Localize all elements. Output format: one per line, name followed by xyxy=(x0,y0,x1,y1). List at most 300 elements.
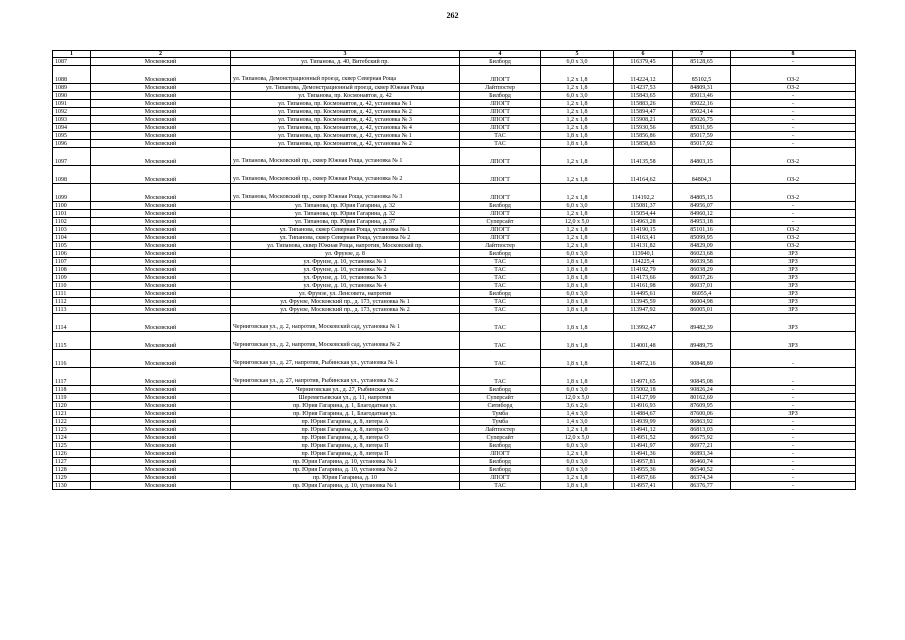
cell-zone: - xyxy=(731,368,856,386)
cell-district: Московский xyxy=(91,290,231,298)
table-row xyxy=(53,350,856,368)
cell-zone: ЗРЗ xyxy=(731,314,856,332)
cell-size: 1,2 x 1,8 xyxy=(541,450,614,458)
cell-number: 1095 xyxy=(53,132,91,140)
cell-number: 1100 xyxy=(53,202,91,210)
table-row xyxy=(53,434,856,442)
cell-number: 1119 xyxy=(53,394,91,402)
cell-size: 1,8 x 1,8 xyxy=(541,282,614,290)
table-row xyxy=(53,314,856,332)
cell-col7: 86037,01 xyxy=(673,282,731,290)
cell-size: 1,2 x 1,8 xyxy=(541,166,614,184)
cell-zone: ОЗ-2 xyxy=(731,148,856,166)
cell-zone: - xyxy=(731,442,856,450)
cell-col7: 90826,24 xyxy=(673,386,731,394)
cell-district: Московский xyxy=(91,458,231,466)
cell-address: Черниговская ул., д. 27, Рыбинская ул. xyxy=(231,386,460,394)
cell-size: 1,2 x 1,8 xyxy=(541,234,614,242)
cell-address: ул. Типанова, Демонстрационный проезд, сквер Южная Роща xyxy=(231,84,460,92)
table-row xyxy=(53,242,856,250)
cell-district: Московский xyxy=(91,274,231,282)
cell-col6: 114957,81 xyxy=(614,458,673,466)
cell-zone: ЗРЗ xyxy=(731,332,856,350)
cell-col7: 86893,34 xyxy=(673,450,731,458)
cell-address: пр. Юрия Гагарина, д. 8, литера О xyxy=(231,426,460,434)
cell-number: 1090 xyxy=(53,92,91,100)
cell-col7: 89482,39 xyxy=(673,314,731,332)
cell-col6: 114135,58 xyxy=(614,148,673,166)
cell-col6: 114495,61 xyxy=(614,290,673,298)
cell-size: 1,8 x 1,8 xyxy=(541,350,614,368)
cell-col7: 85024,14 xyxy=(673,108,731,116)
cell-col7: 85017,59 xyxy=(673,132,731,140)
cell-address: ул. Типанова, пр. Юрия Гагарина, д. 32 xyxy=(231,202,460,210)
cell-type: ЛПОГТ xyxy=(460,100,541,108)
cell-address: ул. Типанова, Московский пр., сквер Южная Роща, установка № 2 xyxy=(231,166,460,184)
cell-district: Московский xyxy=(91,210,231,218)
cell-number: 1130 xyxy=(53,482,91,490)
table-row xyxy=(53,140,856,148)
cell-col7: 86863,92 xyxy=(673,418,731,426)
cell-col7: 86039,58 xyxy=(673,258,731,266)
table-row xyxy=(53,466,856,474)
cell-number: 1101 xyxy=(53,210,91,218)
cell-size: 1,2 x 1,8 xyxy=(541,242,614,250)
cell-district: Московский xyxy=(91,84,231,92)
cell-col6: 114884,67 xyxy=(614,410,673,418)
table-row xyxy=(53,84,856,92)
cell-district: Московский xyxy=(91,442,231,450)
cell-size: 1,8 x 1,8 xyxy=(541,314,614,332)
cell-col7: 86023,68 xyxy=(673,250,731,258)
cell-col7: 86005,01 xyxy=(673,306,731,314)
cell-col6: 114939,99 xyxy=(614,418,673,426)
cell-number: 1121 xyxy=(53,410,91,418)
cell-col7: 86460,74 xyxy=(673,458,731,466)
cell-zone: - xyxy=(731,350,856,368)
cell-zone: - xyxy=(731,458,856,466)
table-row xyxy=(53,450,856,458)
table-row xyxy=(53,234,856,242)
cell-number: 1093 xyxy=(53,116,91,124)
cell-number: 1106 xyxy=(53,250,91,258)
cell-zone: - xyxy=(731,426,856,434)
cell-type: ТАС xyxy=(460,314,541,332)
column-header: 1 xyxy=(53,51,91,58)
cell-col7: 84809,31 xyxy=(673,84,731,92)
cell-district: Московский xyxy=(91,218,231,226)
cell-col6: 114972,16 xyxy=(614,350,673,368)
cell-zone: - xyxy=(731,58,856,66)
cell-address: Черниговская ул., д. 2, напротив, Московский сад, установка № 1 xyxy=(231,314,460,332)
cell-col6: 115843,65 xyxy=(614,92,673,100)
cell-number: 1111 xyxy=(53,290,91,298)
cell-zone: - xyxy=(731,466,856,474)
cell-zone: ЗРЗ xyxy=(731,266,856,274)
cell-zone: - xyxy=(731,434,856,442)
table-row xyxy=(53,66,856,84)
column-header: 8 xyxy=(731,51,856,58)
cell-district: Московский xyxy=(91,350,231,368)
cell-type: Билборд xyxy=(460,386,541,394)
cell-col7: 87600,06 xyxy=(673,410,731,418)
cell-size: 6,0 x 3,0 xyxy=(541,92,614,100)
cell-col6: 114225,4 xyxy=(614,258,673,266)
cell-col6: 114237,53 xyxy=(614,84,673,92)
cell-size: 3,6 x 2,6 xyxy=(541,402,614,410)
cell-type: ЛПОГТ xyxy=(460,166,541,184)
cell-size: 6,0 x 3,0 xyxy=(541,386,614,394)
page-number: 262 xyxy=(446,11,459,20)
cell-address: пр. Юрия Гагарина, д. 8, литера А xyxy=(231,418,460,426)
cell-col6: 113992,47 xyxy=(614,314,673,332)
cell-col6: 115054,44 xyxy=(614,210,673,218)
cell-type: ТАС xyxy=(460,132,541,140)
cell-col6: 114164,62 xyxy=(614,166,673,184)
cell-number: 1099 xyxy=(53,184,91,202)
cell-address: ул. Фрунзе, Московский пр., д. 173, установка № 1 xyxy=(231,298,460,306)
table-row xyxy=(53,394,856,402)
cell-zone: - xyxy=(731,394,856,402)
cell-district: Московский xyxy=(91,386,231,394)
cell-type: ЛПОГТ xyxy=(460,474,541,482)
cell-number: 1109 xyxy=(53,274,91,282)
cell-col7: 86004,98 xyxy=(673,298,731,306)
cell-zone: - xyxy=(731,418,856,426)
cell-number: 1096 xyxy=(53,140,91,148)
column-header: 6 xyxy=(614,51,673,58)
cell-district: Московский xyxy=(91,202,231,210)
cell-number: 1118 xyxy=(53,386,91,394)
cell-type: Билборд xyxy=(460,290,541,298)
cell-number: 1128 xyxy=(53,466,91,474)
cell-address: ул. Типанова, сквер Северная Роща, установка № 1 xyxy=(231,226,460,234)
cell-number: 1107 xyxy=(53,258,91,266)
cell-type: Билборд xyxy=(460,458,541,466)
cell-size: 1,2 x 1,8 xyxy=(541,66,614,84)
register-table xyxy=(52,50,856,490)
cell-col6: 114916,93 xyxy=(614,402,673,410)
cell-zone: - xyxy=(731,474,856,482)
cell-size: 12,0 x 5,0 xyxy=(541,434,614,442)
cell-zone: - xyxy=(731,116,856,124)
cell-address: ул. Типанова, пр. Космонавтов, д. 42, установка № 1 xyxy=(231,132,460,140)
cell-type: ЛПОГТ xyxy=(460,66,541,84)
cell-zone: - xyxy=(731,100,856,108)
cell-number: 1110 xyxy=(53,282,91,290)
table-row xyxy=(53,184,856,202)
table-row xyxy=(53,258,856,266)
cell-address: ул. Фрунзе, д. 8 xyxy=(231,250,460,258)
cell-address: ул. Фрунзе, д. 10, установка № 4 xyxy=(231,282,460,290)
cell-col6: 114957,41 xyxy=(614,482,673,490)
cell-size: 1,2 x 1,8 xyxy=(541,124,614,132)
cell-district: Московский xyxy=(91,100,231,108)
cell-zone: ЗРЗ xyxy=(731,306,856,314)
column-header: 4 xyxy=(460,51,541,58)
cell-number: 1097 xyxy=(53,148,91,166)
table-row xyxy=(53,210,856,218)
table-row xyxy=(53,202,856,210)
cell-size: 1,4 x 3,0 xyxy=(541,410,614,418)
cell-col6: 114173,66 xyxy=(614,274,673,282)
cell-size: 6,0 x 3,0 xyxy=(541,202,614,210)
cell-district: Московский xyxy=(91,418,231,426)
cell-col7: 90845,08 xyxy=(673,368,731,386)
cell-col7: 85102,5 xyxy=(673,66,731,84)
cell-size: 1,2 x 1,8 xyxy=(541,474,614,482)
cell-district: Московский xyxy=(91,394,231,402)
table-row xyxy=(53,124,856,132)
header-row xyxy=(53,51,856,58)
cell-address: пр. Юрия Гагарина, д. 8, литера П xyxy=(231,450,460,458)
cell-size: 1,8 x 1,8 xyxy=(541,298,614,306)
cell-col7: 85128,65 xyxy=(673,58,731,66)
cell-address: ул. Типанова, пр. Космонавтов, д. 42, установка № 1 xyxy=(231,100,460,108)
cell-address: ул. Фрунзе, д. 10, установка № 2 xyxy=(231,266,460,274)
cell-size: 1,8 x 1,8 xyxy=(541,306,614,314)
cell-district: Московский xyxy=(91,166,231,184)
cell-type: ТАС xyxy=(460,266,541,274)
table-row xyxy=(53,368,856,386)
cell-number: 1122 xyxy=(53,418,91,426)
cell-type: ТАС xyxy=(460,332,541,350)
cell-district: Московский xyxy=(91,402,231,410)
cell-district: Московский xyxy=(91,242,231,250)
cell-col6: 114224,12 xyxy=(614,66,673,84)
cell-col6: 114971,65 xyxy=(614,368,673,386)
cell-number: 1098 xyxy=(53,166,91,184)
cell-district: Московский xyxy=(91,132,231,140)
cell-col6: 115081,37 xyxy=(614,202,673,210)
cell-number: 1089 xyxy=(53,84,91,92)
cell-zone: - xyxy=(731,124,856,132)
cell-size: 6,0 x 3,0 xyxy=(541,442,614,450)
cell-address: ул. Типанова, пр. Космонавтов, д. 42, установка № 3 xyxy=(231,116,460,124)
table-row xyxy=(53,116,856,124)
cell-col7: 84803,15 xyxy=(673,148,731,166)
cell-number: 1105 xyxy=(53,242,91,250)
cell-address: Черниговская ул., д. 27, напротив, Рыбинская ул., установка № 2 xyxy=(231,368,460,386)
cell-type: ТАС xyxy=(460,258,541,266)
cell-district: Московский xyxy=(91,466,231,474)
cell-number: 1114 xyxy=(53,314,91,332)
cell-type: Тумба xyxy=(460,418,541,426)
cell-size: 1,2 x 1,8 xyxy=(541,226,614,234)
cell-col6: 114161,98 xyxy=(614,282,673,290)
cell-col7: 84953,18 xyxy=(673,218,731,226)
cell-number: 1117 xyxy=(53,368,91,386)
cell-type: ТАС xyxy=(460,306,541,314)
cell-col7: 86540,52 xyxy=(673,466,731,474)
cell-col6: 114963,28 xyxy=(614,218,673,226)
cell-col6: 114163,41 xyxy=(614,234,673,242)
table-row xyxy=(53,442,856,450)
cell-address: пр. Юрия Гагарина, д. 8, литера П xyxy=(231,442,460,450)
cell-col6: 115883,26 xyxy=(614,100,673,108)
cell-number: 1124 xyxy=(53,434,91,442)
cell-district: Московский xyxy=(91,124,231,132)
cell-number: 1115 xyxy=(53,332,91,350)
cell-district: Московский xyxy=(91,410,231,418)
cell-type: Билборд xyxy=(460,58,541,66)
table-row xyxy=(53,250,856,258)
cell-zone: ЗРЗ xyxy=(731,290,856,298)
cell-size: 1,8 x 1,8 xyxy=(541,266,614,274)
cell-zone: - xyxy=(731,108,856,116)
table-row xyxy=(53,458,856,466)
cell-address: пр. Юрия Гагарина, д. 10, установка № 1 xyxy=(231,458,460,466)
cell-zone: ЗРЗ xyxy=(731,282,856,290)
cell-zone: ОЗ-2 xyxy=(731,234,856,242)
cell-zone: - xyxy=(731,402,856,410)
cell-type: Тумба xyxy=(460,410,541,418)
cell-zone: - xyxy=(731,92,856,100)
cell-col6: 114190,15 xyxy=(614,226,673,234)
cell-address: пр. Юрия Гагарина, д. 8, литера О xyxy=(231,434,460,442)
cell-zone: ОЗ-2 xyxy=(731,66,856,84)
table-row xyxy=(53,274,856,282)
cell-size: 1,2 x 1,8 xyxy=(541,210,614,218)
cell-address: ул. Типанова, пр. Юрия Гагарина, д. 32 xyxy=(231,210,460,218)
cell-size: 1,2 x 1,8 xyxy=(541,426,614,434)
cell-size: 1,2 x 1,8 xyxy=(541,108,614,116)
cell-district: Московский xyxy=(91,184,231,202)
cell-zone: - xyxy=(731,450,856,458)
table-row xyxy=(53,226,856,234)
cell-col7: 85101,16 xyxy=(673,226,731,234)
cell-address: пр. Юрия Гагарина, д. 1, Благодатная ул. xyxy=(231,402,460,410)
cell-district: Московский xyxy=(91,282,231,290)
cell-district: Московский xyxy=(91,108,231,116)
cell-col6: 114131,82 xyxy=(614,242,673,250)
cell-size: 6,0 x 3,0 xyxy=(541,466,614,474)
cell-size: 6,0 x 3,0 xyxy=(541,58,614,66)
cell-size: 1,8 x 1,8 xyxy=(541,368,614,386)
cell-type: ТАС xyxy=(460,282,541,290)
cell-number: 1088 xyxy=(53,66,91,84)
cell-type: ТАС xyxy=(460,140,541,148)
cell-zone: ЗРЗ xyxy=(731,410,856,418)
cell-address: ул. Типанова, пр. Космонавтов, д. 42, установка № 4 xyxy=(231,124,460,132)
cell-district: Московский xyxy=(91,450,231,458)
cell-size: 6,0 x 3,0 xyxy=(541,458,614,466)
cell-col7: 84804,3 xyxy=(673,166,731,184)
cell-col6: 113945,59 xyxy=(614,298,673,306)
cell-col7: 85017,92 xyxy=(673,140,731,148)
cell-size: 1,2 x 1,8 xyxy=(541,148,614,166)
cell-type: ТАС xyxy=(460,350,541,368)
cell-number: 1102 xyxy=(53,218,91,226)
cell-district: Московский xyxy=(91,258,231,266)
table-row xyxy=(53,100,856,108)
cell-col7: 84805,15 xyxy=(673,184,731,202)
cell-zone: - xyxy=(731,210,856,218)
cell-col6: 115908,21 xyxy=(614,116,673,124)
cell-address: Черниговская ул., д. 2, напротив, Московский сад, установка № 2 xyxy=(231,332,460,350)
cell-address: ул. Типанова, пр. Космонавтов, д. 42 xyxy=(231,92,460,100)
cell-zone: ОЗ-2 xyxy=(731,166,856,184)
cell-size: 1,2 x 1,8 xyxy=(541,184,614,202)
cell-type: ТАС xyxy=(460,298,541,306)
column-header: 5 xyxy=(541,51,614,58)
cell-size: 1,8 x 1,8 xyxy=(541,132,614,140)
cell-size: 6,0 x 3,0 xyxy=(541,290,614,298)
cell-col6: 114941,97 xyxy=(614,442,673,450)
cell-size: 6,0 x 3,0 xyxy=(541,250,614,258)
cell-address: пр. Юрия Гагарина, д. 1, Благодатная ул. xyxy=(231,410,460,418)
cell-number: 1092 xyxy=(53,108,91,116)
cell-type: Лайтпостер xyxy=(460,84,541,92)
cell-address: пр. Юрия Гагарина, д. 10, установка № 1 xyxy=(231,482,460,490)
cell-zone: ОЗ-2 xyxy=(731,226,856,234)
cell-type: Лайтпостер xyxy=(460,426,541,434)
cell-address: ул. Типанова, Московский пр., сквер Южная Роща, установка № 3 xyxy=(231,184,460,202)
cell-col7: 90848,89 xyxy=(673,350,731,368)
table-row xyxy=(53,298,856,306)
cell-address: пр. Юрия Гагарина, д. 10, установка № 2 xyxy=(231,466,460,474)
cell-zone: ЗРЗ xyxy=(731,298,856,306)
cell-col6: 114941,36 xyxy=(614,450,673,458)
cell-zone: ОЗ-2 xyxy=(731,184,856,202)
cell-zone: ЗРЗ xyxy=(731,274,856,282)
cell-district: Московский xyxy=(91,92,231,100)
cell-number: 1126 xyxy=(53,450,91,458)
cell-number: 1103 xyxy=(53,226,91,234)
cell-number: 1091 xyxy=(53,100,91,108)
cell-zone: - xyxy=(731,202,856,210)
cell-zone: - xyxy=(731,140,856,148)
cell-col6: 114957,66 xyxy=(614,474,673,482)
cell-district: Московский xyxy=(91,474,231,482)
cell-zone: ОЗ-2 xyxy=(731,84,856,92)
cell-type: Билборд xyxy=(460,466,541,474)
cell-type: ЛПОГТ xyxy=(460,226,541,234)
cell-district: Московский xyxy=(91,140,231,148)
cell-size: 1,8 x 1,8 xyxy=(541,258,614,266)
cell-district: Московский xyxy=(91,58,231,66)
cell-address: ул. Типанова, сквер Северная Роща, установка № 2 xyxy=(231,234,460,242)
cell-type: ЛПОГТ xyxy=(460,184,541,202)
cell-size: 1,8 x 1,8 xyxy=(541,482,614,490)
cell-district: Московский xyxy=(91,266,231,274)
cell-type: Билборд xyxy=(460,250,541,258)
cell-col7: 85022,16 xyxy=(673,100,731,108)
cell-type: Ситиборд xyxy=(460,402,541,410)
cell-size: 1,8 x 1,8 xyxy=(541,140,614,148)
cell-type: Лайтпостер xyxy=(460,242,541,250)
cell-number: 1094 xyxy=(53,124,91,132)
cell-address: ул. Типанова, д. 40, Витебский пр. xyxy=(231,58,460,66)
cell-col7: 86675,92 xyxy=(673,434,731,442)
cell-zone: ЗРЗ xyxy=(731,250,856,258)
cell-col7: 86977,21 xyxy=(673,442,731,450)
cell-address: ул. Фрунзе, Московский пр., д. 173, установка № 2 xyxy=(231,306,460,314)
cell-size: 12,0 x 5,0 xyxy=(541,394,614,402)
cell-district: Московский xyxy=(91,332,231,350)
cell-number: 1104 xyxy=(53,234,91,242)
cell-col6: 114192,79 xyxy=(614,266,673,274)
cell-col7: 85099,95 xyxy=(673,234,731,242)
cell-number: 1113 xyxy=(53,306,91,314)
cell-size: 1,2 x 1,8 xyxy=(541,116,614,124)
cell-type: ЛПОГТ xyxy=(460,108,541,116)
column-header: 3 xyxy=(231,51,460,58)
table-row xyxy=(53,482,856,490)
cell-district: Московский xyxy=(91,116,231,124)
cell-col7: 80162,69 xyxy=(673,394,731,402)
cell-size: 1,4 x 3,0 xyxy=(541,418,614,426)
